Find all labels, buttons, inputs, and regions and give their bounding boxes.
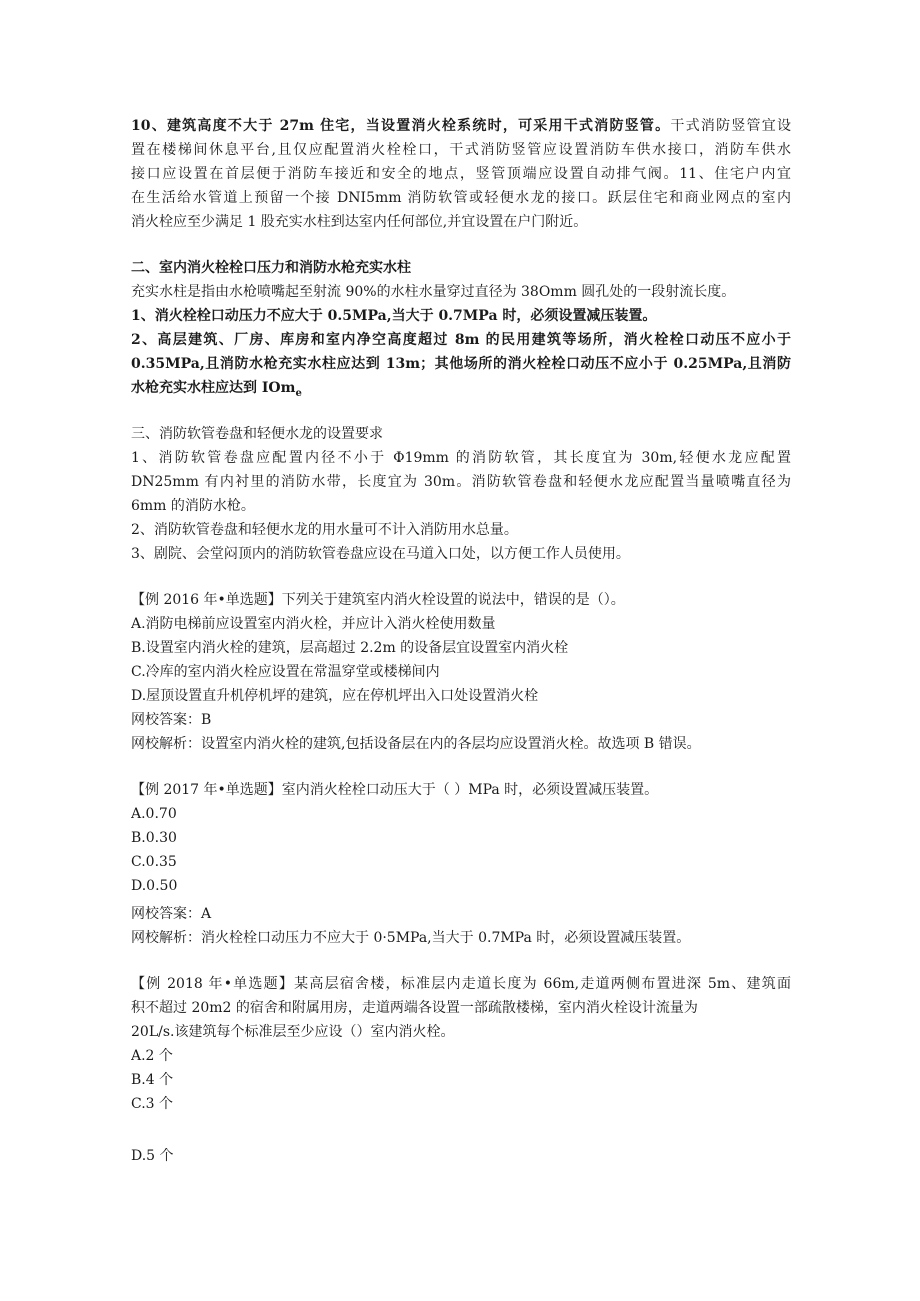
option-a: A.0.70 [131, 806, 177, 822]
spacer [131, 400, 791, 422]
list-item: 1、消防软管卷盘应配置内径不小于 Φ19mm 的消防软管，其长度宜为 30m,轻便水龙应配置 [131, 450, 791, 466]
bold-lead-text: 10、建筑高度不大于 27m 住宅，当设置消火栓系统时，可采用干式消防竖管。 [131, 118, 671, 134]
document-page [131, 114, 791, 1168]
option-b: B.4 个 [131, 1072, 174, 1088]
section-title: 二、室内消火栓栓口压力和消防水枪充实水柱 [131, 260, 411, 276]
option-c: C.0.35 [131, 854, 177, 870]
spacer [131, 234, 791, 256]
list-item: 3、剧院、会堂闷顶内的消防软管卷盘应设在马道入口处，以方便工作人员使用。 [131, 546, 630, 562]
answer-text: 网校答案：A [131, 906, 212, 922]
option-c: C.3 个 [131, 1096, 174, 1112]
analysis-text: 网校解析：设置室内消火栓的建筑,包括设备层在内的各层均应设置消火栓。故选项 B 错误。 [131, 736, 701, 752]
option-c: C.冷库的室内消火栓应设置在常温穿堂或楼梯间内 [131, 664, 440, 680]
spacer [131, 950, 791, 972]
list-item: 2、消防软管卷盘和轻便水龙的用水量可不计入消防用水总量。 [131, 522, 518, 538]
example-2017 [131, 778, 791, 950]
list-item: 0.35MPa,且消防水枪充实水柱应达到 13m；其他场所的消火栓栓口动压不应小于 0.25MPa,且消防 [131, 356, 791, 372]
question-text: 【例 2017 年•单选题】室内消火栓栓口动压大于（ ）MPa 时，必须设置减压装置。 [131, 782, 659, 798]
spacer [131, 756, 791, 778]
question-text: 【例 2018 年•单选题】某高层宿舍楼，标准层内走道长度为 66m,走道两侧布置进深 5m、建筑面 [131, 976, 791, 992]
section-pressure [131, 256, 791, 400]
option-a: A.消防电梯前应设置室内消火栓，并应计入消火栓使用数量 [131, 616, 496, 632]
analysis-text: 网校解析：消火栓栓口动压力不应大于 0·5MPa,当大于 0.7MPa 时，必须设置减压装置。 [131, 930, 691, 946]
list-item: 1、消火栓栓口动压力不应大于 0.5MPa,当大于 0.7MPa 时，必须设置减压装置。 [131, 308, 657, 324]
question-text: 积不超过 20m2 的宿舍和附属用房，走道两端各设置一部疏散楼梯，室内消火栓设计流量为 [131, 1000, 698, 1016]
list-item [131, 376, 791, 400]
question-text: 【例 2016 年•单选题】下列关于建筑室内消火栓设置的说法中，错误的是（）。 [131, 592, 625, 608]
question-text: 20L/s.该建筑每个标准层至少应设（）室内消火栓。 [131, 1024, 455, 1040]
paragraph-line: 充实水柱是指由水枪喷嘴起至射流 90%的水柱水量穿过直径为 38Omm 圆孔处的一段射流长度。 [131, 284, 736, 300]
paragraph-line: 置在楼梯间休息平台,且仅应配置消火栓栓口，干式消防竖管应设置消防车供水接口，消防车供水 [131, 142, 791, 158]
option-d: D.5 个 [131, 1148, 174, 1164]
option-d: D.屋顶设置直升机停机坪的建筑，应在停机坪出入口处设置消火栓 [131, 688, 539, 704]
answer-text: 网校答案：B [131, 712, 212, 728]
section-hose-reel [131, 422, 791, 566]
option-b: B.设置室内消火栓的建筑，层高超过 2.2m 的设备层宜设置室内消火栓 [131, 640, 569, 656]
list-item-text: 水枪充实水柱应达到 IOm [131, 380, 296, 396]
list-item: 2、高层建筑、厂房、库房和室内净空高度超过 8m 的民用建筑等场所，消火栓栓口动压不应小于 [131, 332, 791, 348]
paragraph-item-10 [131, 114, 791, 234]
paragraph-line: 接口应设置在首层便于消防车接近和安全的地点，竖管顶端应设置自动排气阀。11、住宅户内宜 [131, 166, 791, 182]
option-d: D.0.50 [131, 878, 178, 894]
section-title: 三、消防软管卷盘和轻便水龙的设置要求 [131, 426, 383, 442]
subscript-mark: e [295, 387, 302, 399]
option-b: B.0.30 [131, 830, 177, 846]
option-a: A.2 个 [131, 1048, 173, 1064]
paragraph-line: 消火栓应至少满足 1 股充实水柱到达室内任何部位,并宜设置在户门附近。 [131, 214, 588, 230]
list-item: DN25mm 有内衬里的消防水带，长度宜为 30m。消防软管卷盘和轻便水龙应配置当量喷嘴直径为 [131, 474, 791, 490]
list-item: 6mm 的消防水枪。 [131, 498, 255, 514]
regular-text: 干式消防竖管宜设 [670, 118, 791, 134]
spacer [131, 1116, 791, 1144]
paragraph-line: 在生活给水管道上预留一个接 DNI5mm 消防软管或轻便水龙的接口。跃层住宅和商业网点的室内 [131, 190, 791, 206]
paragraph-line [131, 114, 791, 138]
example-2018 [131, 972, 791, 1168]
example-2016 [131, 588, 791, 756]
spacer [131, 566, 791, 588]
